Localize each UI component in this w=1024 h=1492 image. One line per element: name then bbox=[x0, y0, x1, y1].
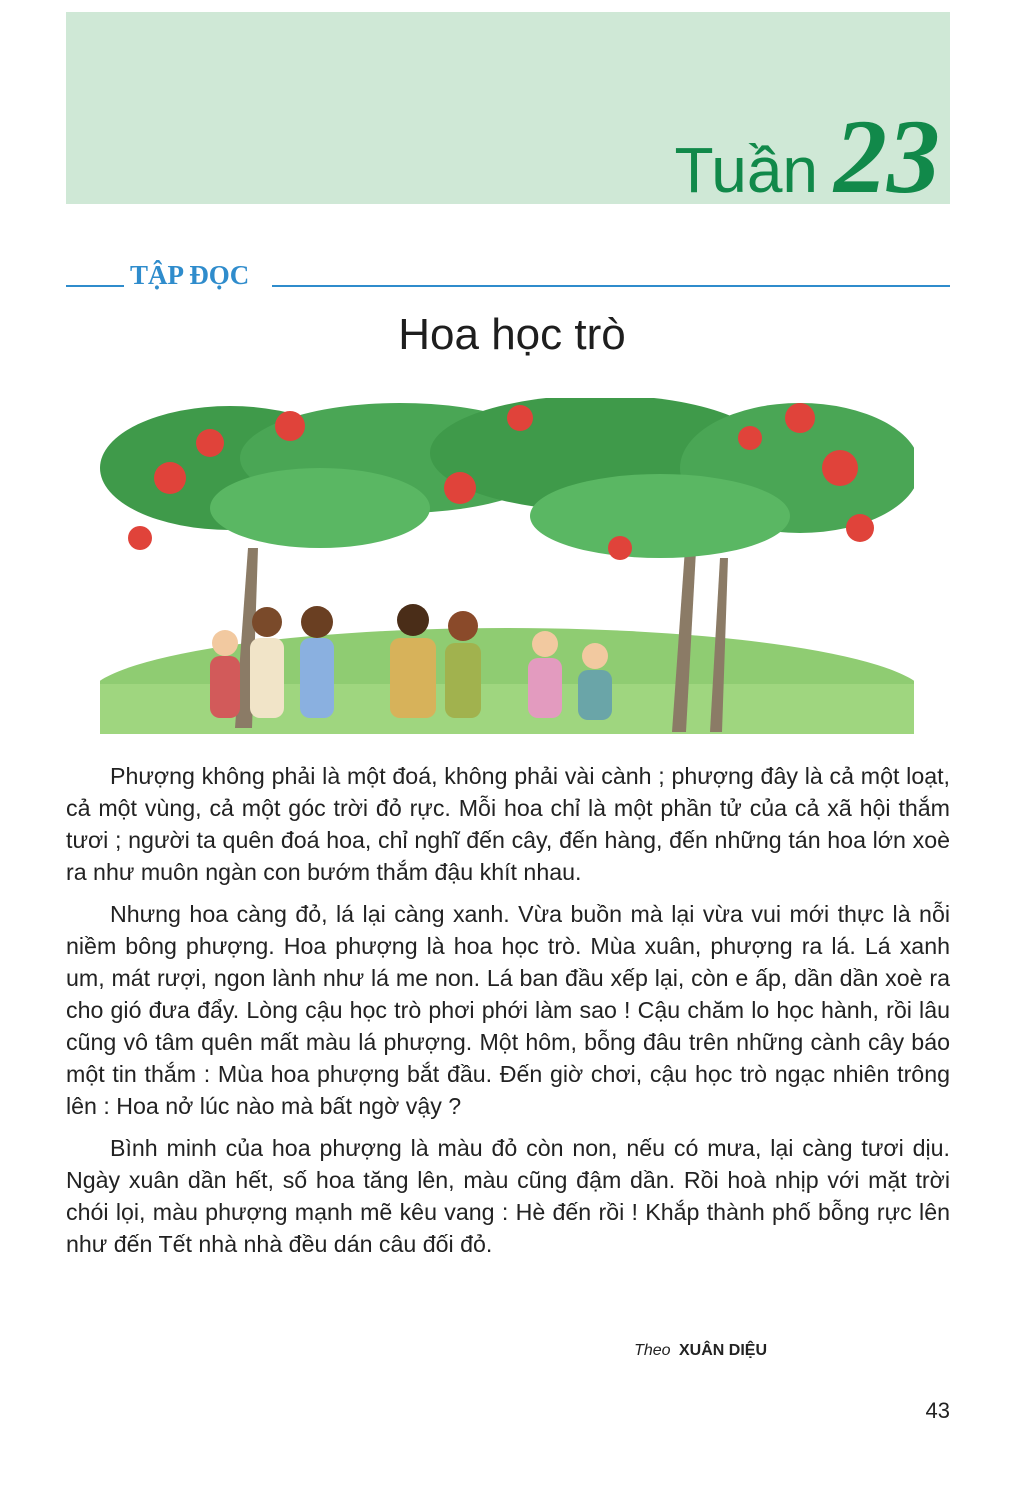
lesson-title: Hoa học trò bbox=[398, 310, 626, 359]
week-banner bbox=[66, 12, 950, 204]
paragraph-2: Nhưng hoa càng đỏ, lá lại càng xanh. Vừa buồn mà lại vừa vui mới thực là nỗi niềm bông phượng. Hoa phượng là hoa học trò. Mùa xuân, phượng ra lá. Lá xanh um, mát rượi, ngon lành như lá me non. Lá ban đầu xếp lại, còn e ấp, dần dần xoè ra cho gió đưa đẩy. Lòng cậu học trò phơi phới làm sao ! Cậu chăm lo học hành, rồi lâu cũng vô tâm quên mất màu lá phượng. Một hôm, bỗng đâu trên những cành cây báo một tin thắm : Mùa hoa phượng bắt đầu. Đến giờ chơi, cậu học trò ngạc nhiên trông lên : Hoa nở lúc nào mà bất ngờ vậy ? bbox=[66, 901, 950, 1119]
week-heading bbox=[674, 98, 941, 204]
section-rule-left bbox=[66, 285, 124, 287]
section-label: TẬP ĐỌC bbox=[130, 260, 250, 290]
attribution bbox=[634, 1342, 767, 1360]
page-number: 43 bbox=[925, 1398, 950, 1423]
attribution-prefix: Theo bbox=[634, 1342, 671, 1359]
reading-passage bbox=[66, 760, 950, 1270]
paragraph-1: Phượng không phải là một đoá, không phải vài cành ; phượng đây là cả một loạt, cả một vùng, cả một góc trời đỏ rực. Mỗi hoa chỉ là một phần tử của cả xã hội thắm tươi ; người ta quên đoá hoa, chỉ nghĩ đến cây, đến hàng, đến những tán hoa lớn xoè ra như muôn ngàn con bướm thắm đậu khít nhau. bbox=[66, 763, 950, 885]
section-rule-right bbox=[272, 285, 950, 287]
children-group bbox=[210, 604, 612, 720]
week-number: 23 bbox=[834, 98, 940, 204]
flame-tree-illustration bbox=[100, 398, 914, 734]
week-word: Tuần bbox=[674, 134, 818, 204]
section-header bbox=[66, 260, 950, 292]
attribution-author: XUÂN DIỆU bbox=[678, 1342, 767, 1359]
paragraph-3: Bình minh của hoa phượng là màu đỏ còn non, nếu có mưa, lại càng tươi dịu. Ngày xuân dần hết, số hoa tăng lên, màu cũng đậm dần. Rồi hoà nhịp với mặt trời chói lọi, màu phượng mạnh mẽ kêu vang : Hè đến rồi ! Khắp thành phố bỗng rực lên như đến Tết nhà nhà đều dán câu đối đỏ. bbox=[66, 1135, 950, 1257]
